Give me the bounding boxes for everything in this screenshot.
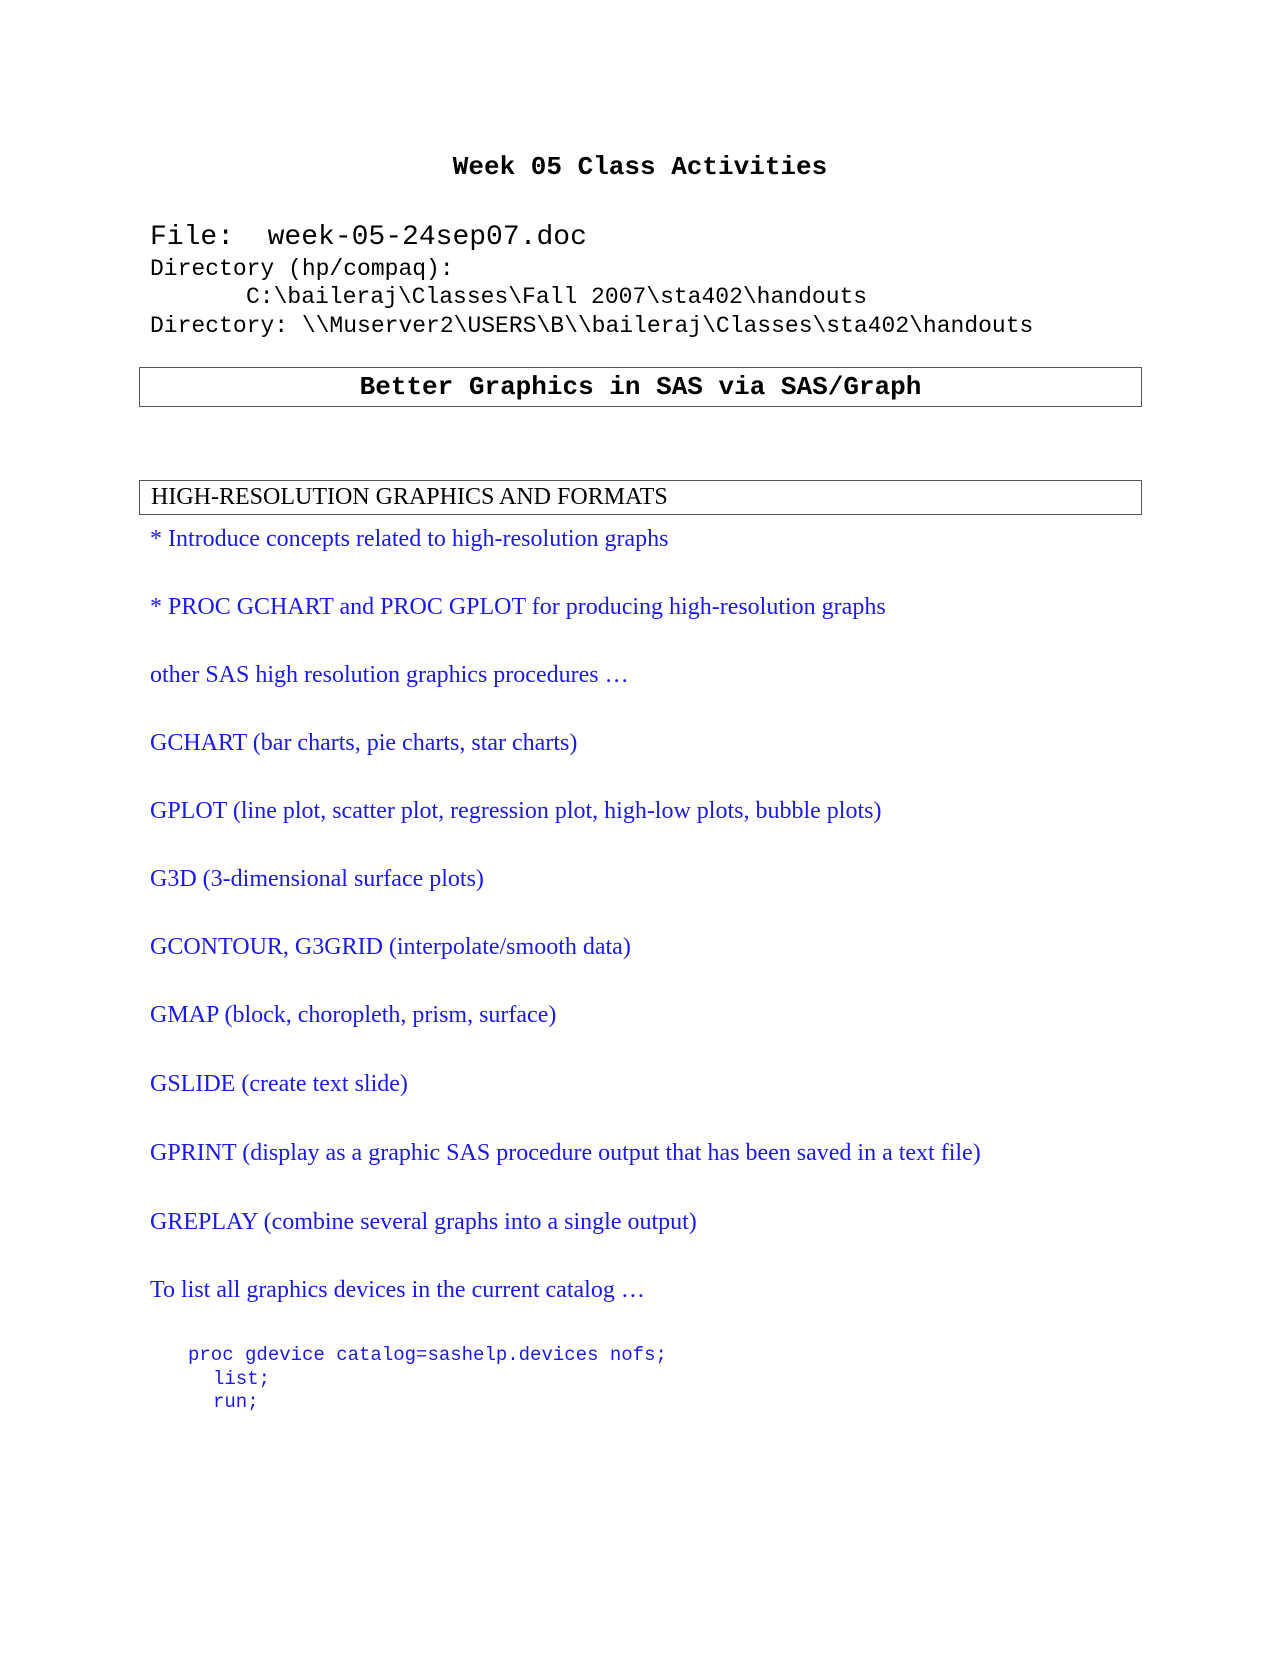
code-line: proc gdevice catalog=sashelp.devices nofs; — [188, 1344, 667, 1366]
boxed-title: Better Graphics in SAS via SAS/Graph — [139, 367, 1142, 407]
list-item: GSLIDE (create text slide) — [150, 1071, 408, 1097]
list-item: * Introduce concepts related to high-resolution graphs — [150, 526, 669, 552]
list-item: G3D (3-dimensional surface plots) — [150, 866, 484, 892]
list-item: GPLOT (line plot, scatter plot, regression plot, high-low plots, bubble plots) — [150, 798, 882, 824]
directory-server-line: Directory: \\Muserver2\USERS\B\\baileraj\Classes\sta402\handouts — [150, 313, 1034, 339]
directory-hp-label: Directory (hp/compaq): — [150, 256, 454, 282]
list-item: other SAS high resolution graphics procedures … — [150, 662, 629, 688]
code-line: run; — [213, 1391, 259, 1413]
list-item: GCONTOUR, G3GRID (interpolate/smooth data) — [150, 934, 631, 960]
list-item: GMAP (block, choropleth, prism, surface) — [150, 1002, 557, 1028]
code-line: list; — [213, 1368, 271, 1390]
list-item: GPRINT (display as a graphic SAS procedure output that has been saved in a text file) — [150, 1140, 981, 1166]
section-heading: HIGH-RESOLUTION GRAPHICS AND FORMATS — [139, 480, 1142, 515]
list-item: To list all graphics devices in the current catalog … — [150, 1277, 645, 1303]
list-item: * PROC GCHART and PROC GPLOT for producing high-resolution graphs — [150, 594, 886, 620]
document-title: Week 05 Class Activities — [452, 152, 828, 182]
list-item: GCHART (bar charts, pie charts, star charts) — [150, 730, 578, 756]
directory-hp-path: C:\baileraj\Classes\Fall 2007\sta402\handouts — [246, 284, 868, 310]
file-name-line: File: week-05-24sep07.doc — [150, 222, 587, 253]
list-item: GREPLAY (combine several graphs into a single output) — [150, 1209, 697, 1235]
